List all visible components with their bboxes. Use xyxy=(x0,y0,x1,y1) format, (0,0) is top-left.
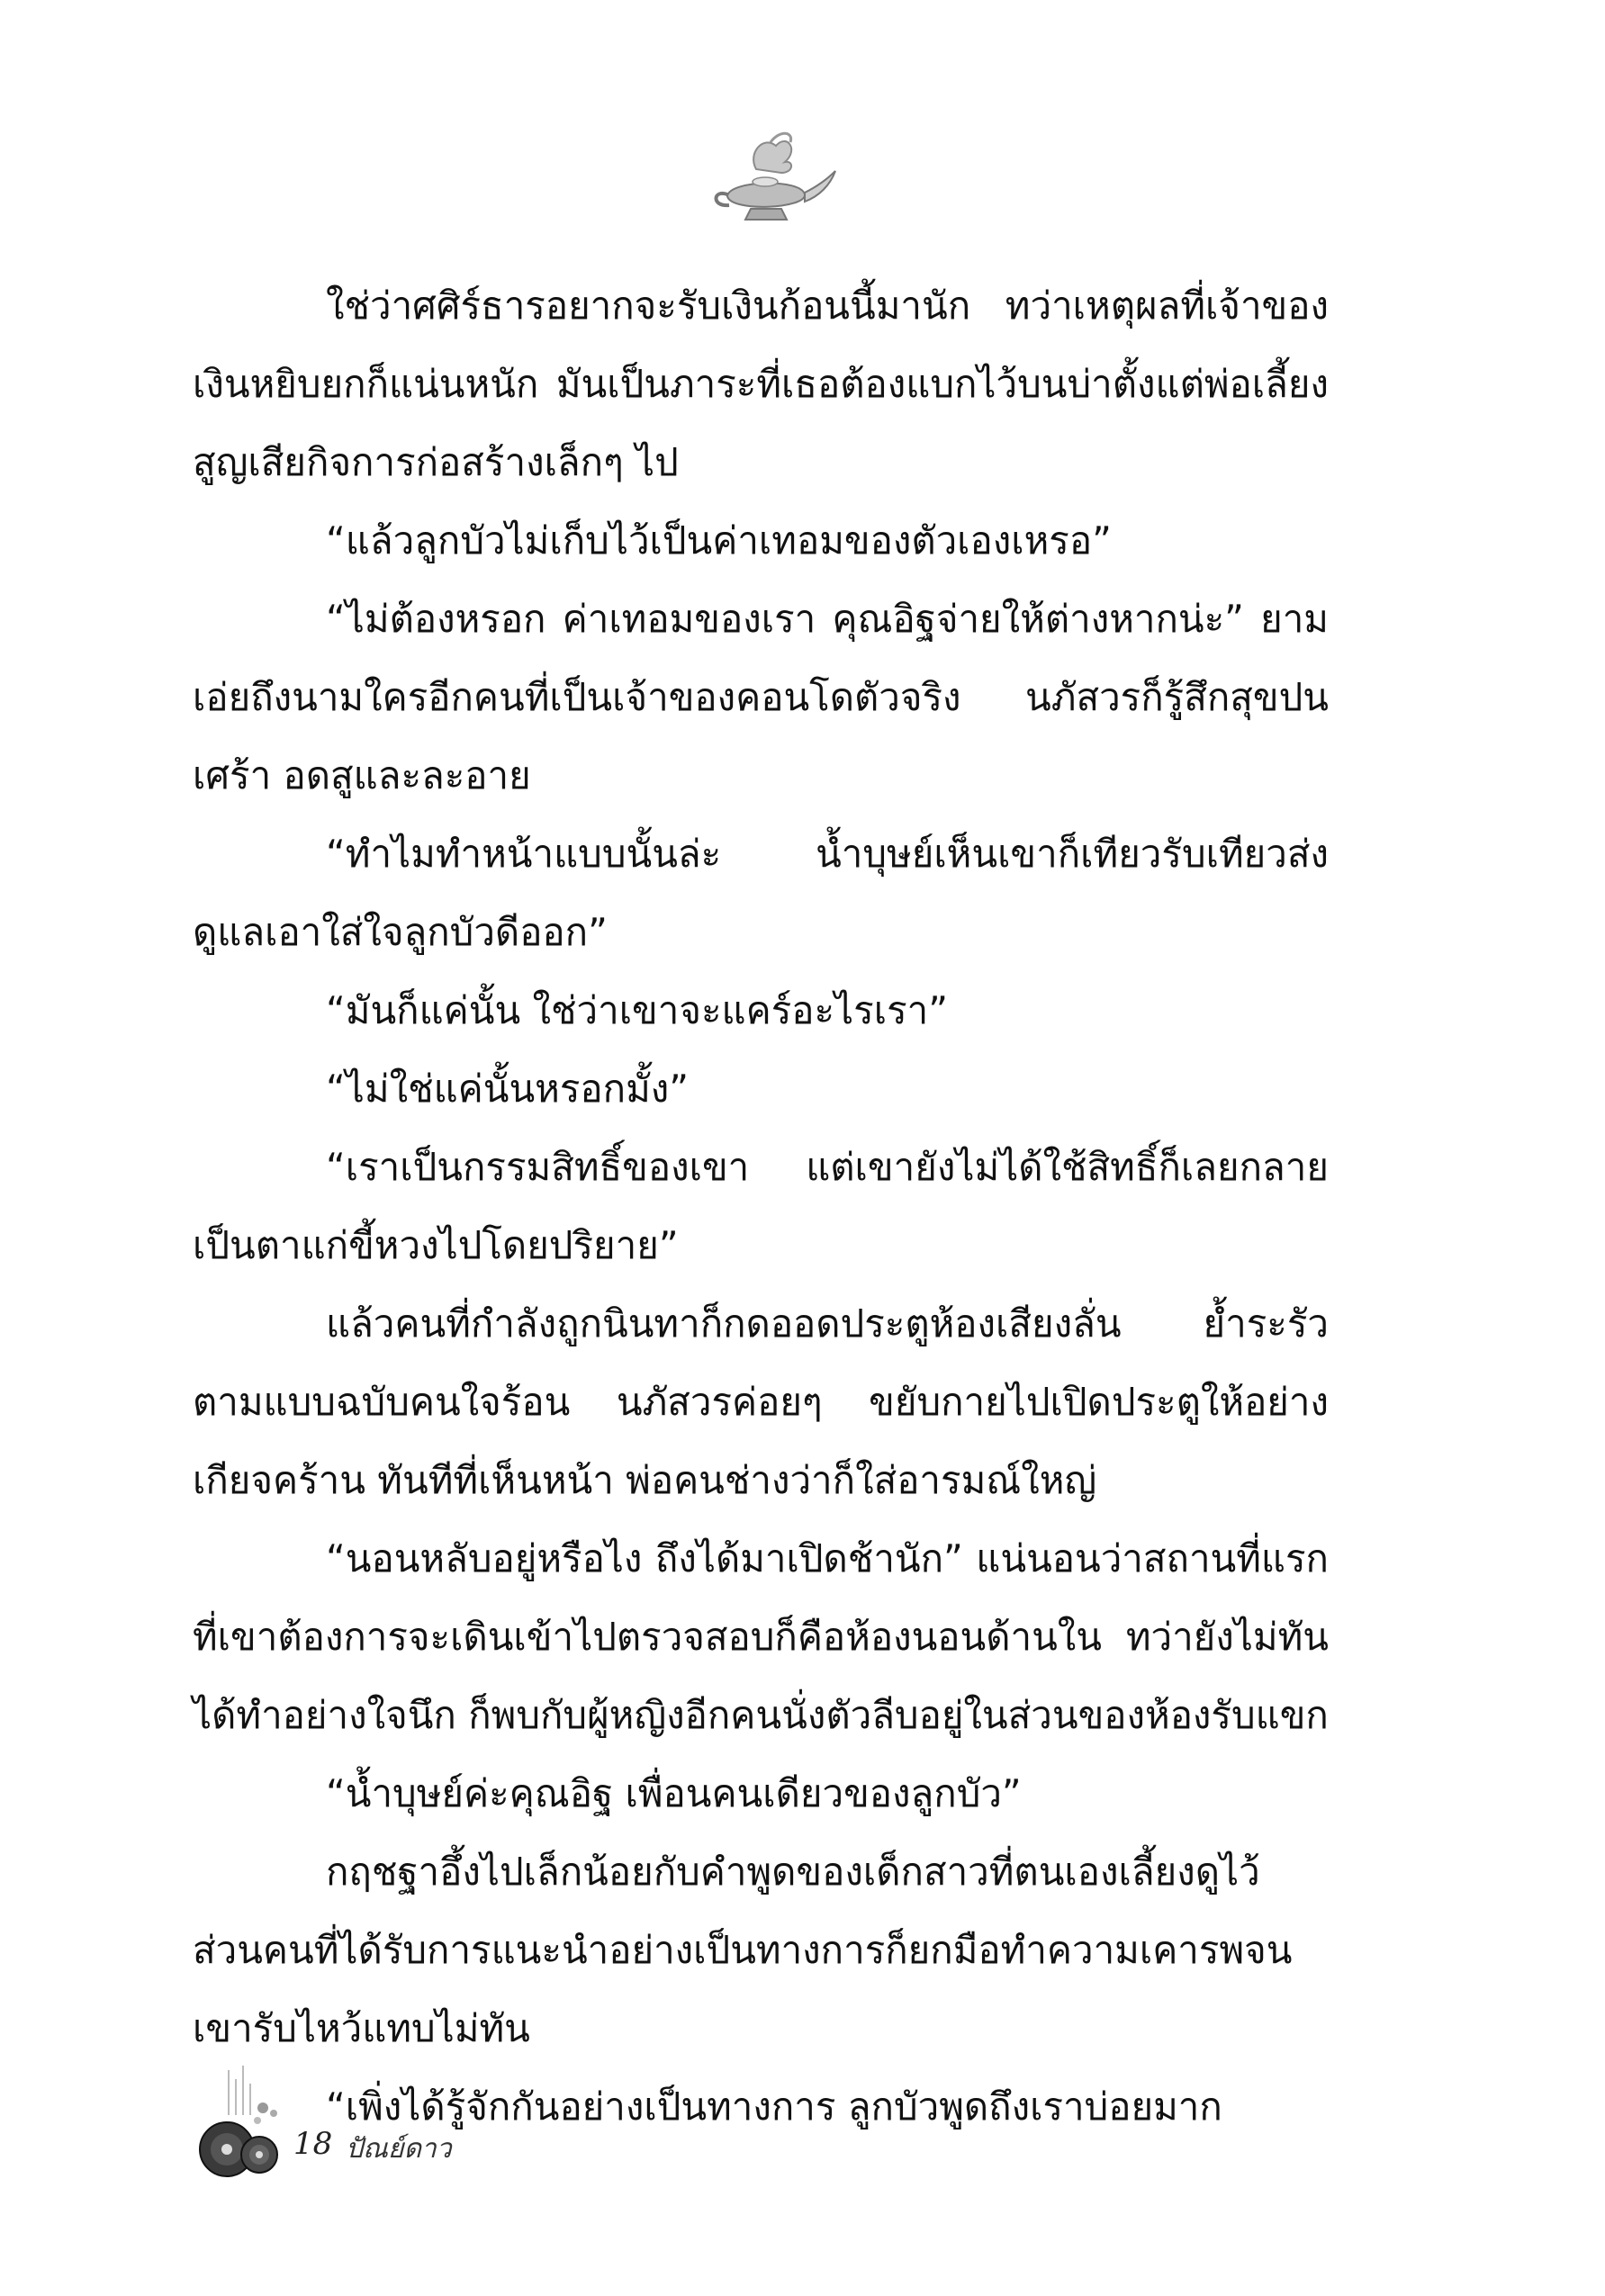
magic-lamp-ornament xyxy=(693,126,837,234)
page-footer xyxy=(193,2061,643,2196)
page-number: 18 xyxy=(293,2126,333,2162)
paragraph: ใช่ว่าศศิร์ธารอยากจะรับเงินก้อนนี้มานัก ทว่าเหตุผลที่เจ้าของเงินหยิบยกก็แน่นหนัก มันเป็นภาระที่เธอต้องแบกไว้บนบ่าตั้งแต่พ่อเลี้ยงสูญเสียกิจการก่อสร้างเล็กๆ ไป xyxy=(193,284,1329,484)
paragraph: “เราเป็นกรรมสิทธิ์ของเขา แต่เขายังไม่ได้ใช้สิทธิ์ก็เลยกลายเป็นตาแก่ขี้หวงไปโดยปริยาย” xyxy=(193,1145,1329,1267)
chapter-text xyxy=(193,266,1329,2146)
film-reel-ornament-icon xyxy=(193,2061,292,2187)
paragraph: แล้วคนที่กำลังถูกนินทาก็กดออดประตูห้องเสียงลั่น ย้ำระรัวตามแบบฉบับคนใจร้อน นภัสวรค่อยๆ ขยับกายไปเปิดประตูให้อย่างเกียจคร้าน ทันทีที่เห็นหน้า พ่อคนช่างว่าก็ใส่อารมณ์ใหญ่ xyxy=(193,1301,1329,1502)
paragraph: “น้ำบุษย์ค่ะคุณอิฐ เพื่อนคนเดียวของลูกบัว” xyxy=(326,1771,1022,1815)
author-name: ปัณย์ดาว xyxy=(346,2133,452,2165)
paragraph: “นอนหลับอยู่หรือไง ถึงได้มาเปิดช้านัก” แน่นอนว่าสถานที่แรกที่เขาต้องการจะเดินเข้าไปตรวจสอบก็คือห้องนอนด้านใน ทว่ายังไม่ทันได้ทำอย่างใจนึก ก็พบกับผู้หญิงอีกคนนั่งตัวลีบอยู่ในส่วนของห้องรับแขก xyxy=(193,1536,1329,1737)
paragraph: “ไม่ต้องหรอก ค่าเทอมของเรา คุณอิฐจ่ายให้ต่างหากน่ะ” ยามเอ่ยถึงนามใครอีกคนที่เป็นเจ้าของคอนโดตัวจริง นภัสวรก็รู้สึกสุขปนเศร้า อดสูและละอาย xyxy=(193,597,1329,797)
paragraph: “เพิ่งได้รู้จักกันอย่างเป็นทางการ ลูกบัวพูดถึงเราบ่อยมาก xyxy=(326,2084,1222,2129)
magic-lamp-icon xyxy=(693,126,837,234)
paragraph: “มันก็แค่นั้น ใช่ว่าเขาจะแคร์อะไรเรา” xyxy=(326,988,948,1032)
paragraph: “ไม่ใช่แค่นั้นหรอกมั้ง” xyxy=(326,1067,690,1111)
paragraph: “แล้วลูกบัวไม่เก็บไว้เป็นค่าเทอมของตัวเองเหรอ” xyxy=(326,518,1112,563)
paragraph: “ทำไมทำหน้าแบบนั้นล่ะ น้ำบุษย์เห็นเขาก็เทียวรับเทียวส่ง ดูแลเอาใส่ใจลูกบัวดีออก” xyxy=(193,832,1329,954)
paragraph: กฤชฐาอึ้งไปเล็กน้อยกับคำพูดของเด็กสาวที่ตนเองเลี้ยงดูไว้ส่วนคนที่ได้รับการแนะนำอย่างเป็นทางการก็ยกมือทำความเคารพจนเขารับไหว้แทบไม่ทัน xyxy=(193,1850,1293,2050)
